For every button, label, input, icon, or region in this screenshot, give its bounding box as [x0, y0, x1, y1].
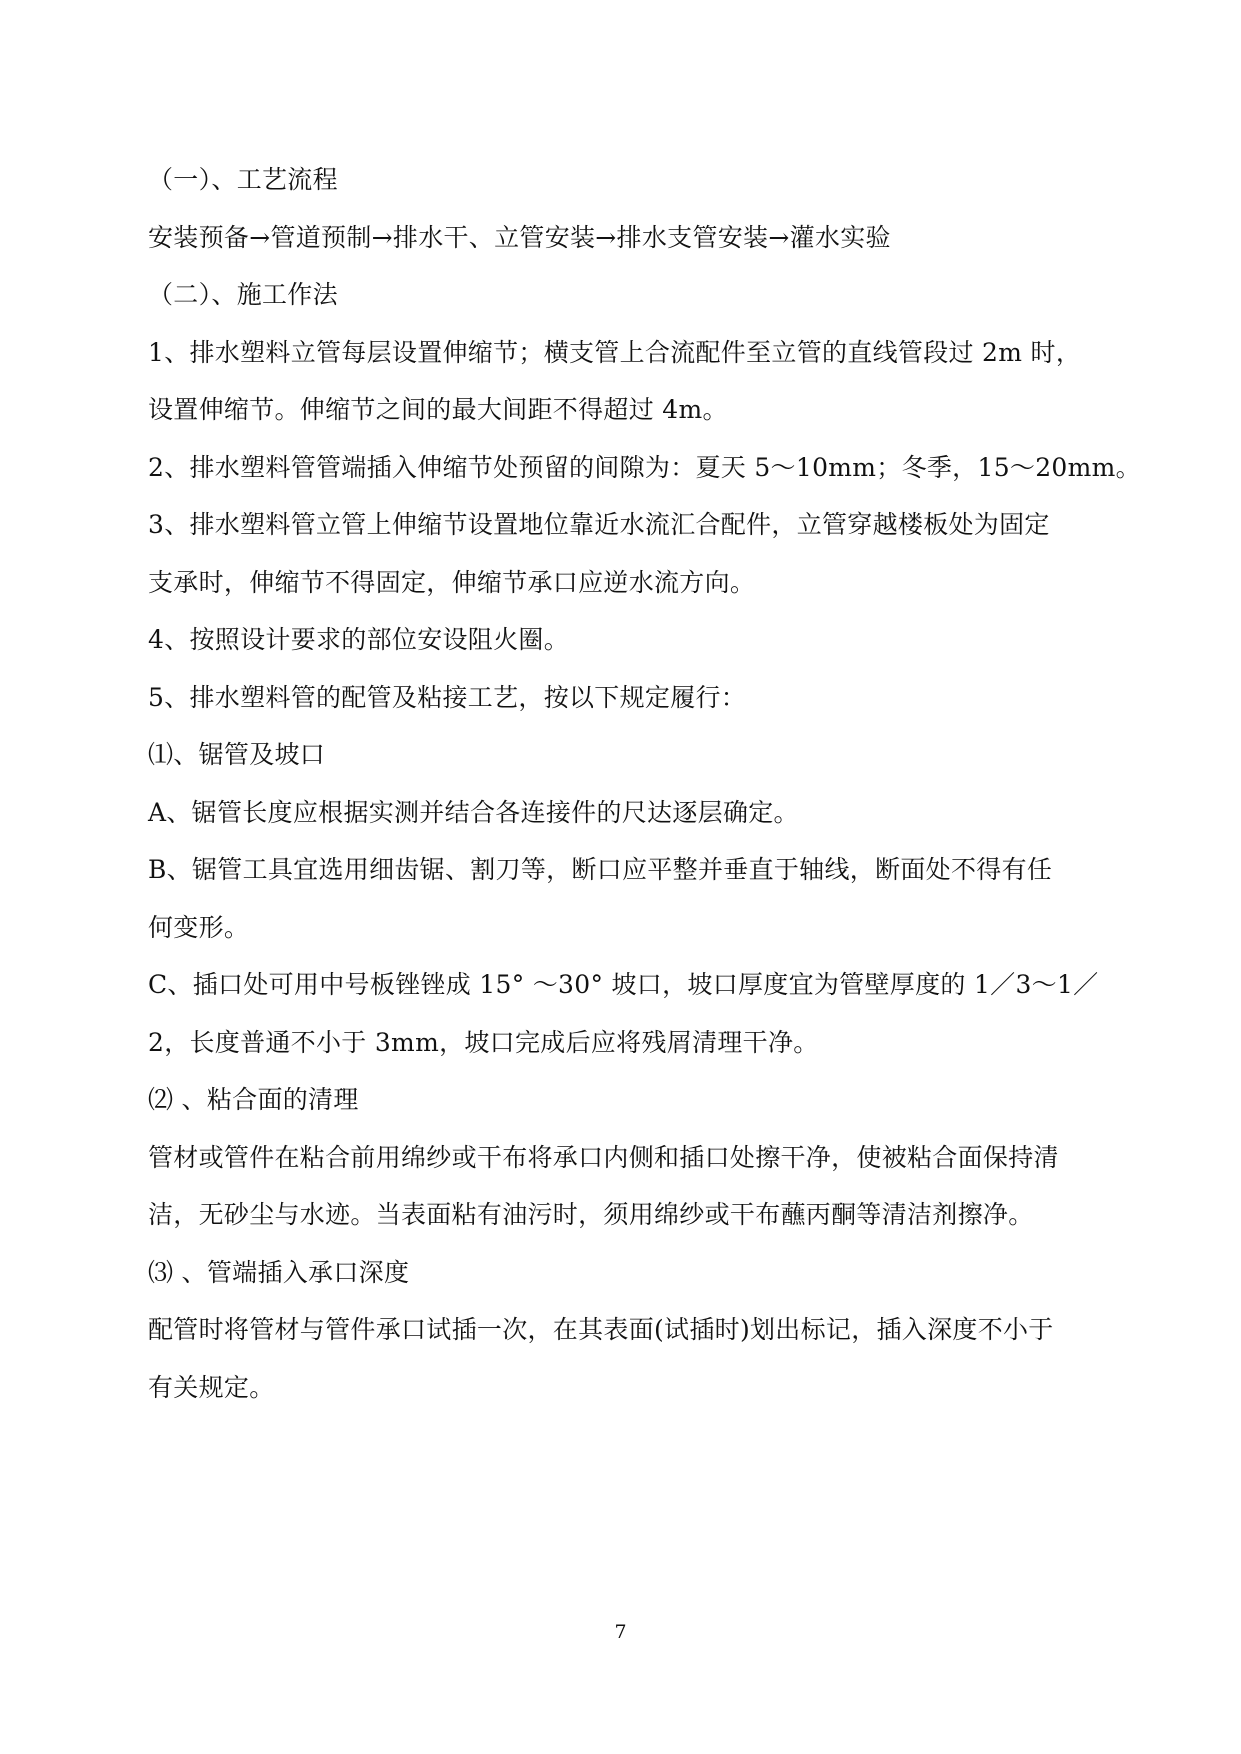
page-number: 7 — [614, 1621, 627, 1643]
paragraph-line: B、锯管工具宜选用细齿锯、割刀等，断口应平整并垂直于轴线，断面处不得有任 — [148, 855, 1053, 884]
paragraph-line: 管材或管件在粘合前用绵纱或干布将承口内侧和插口处擦干净，使被粘合面保持清 — [148, 1143, 1059, 1172]
paragraph-line: 1、排水塑料立管每层设置伸缩节；横支管上合流配件至立管的直线管段过 2m 时， — [148, 338, 1082, 367]
paragraph-line: 2、排水塑料管管端插入伸缩节处预留的间隙为：夏天 5～10mm；冬季，15～20mm。 — [148, 453, 1141, 482]
heading-process-flow: （一）、工艺流程 — [148, 165, 338, 194]
paragraph-line: 洁，无砂尘与水迹。当表面粘有油污时，须用绵纱或干布蘸丙酮等清洁剂擦净。 — [148, 1200, 1034, 1229]
heading-construction-method: （二）、施工作法 — [148, 280, 338, 309]
paragraph-line: 4、按照设计要求的部位安设阻火圈。 — [148, 625, 570, 654]
subheading-sawing: ⑴、锯管及坡口 — [148, 740, 326, 769]
paragraph-line: C、插口处可用中号板锉锉成 15° ～30° 坡口，坡口厚度宜为管壁厚度的 1／3～1／ — [148, 970, 1099, 999]
paragraph-line: 3、排水塑料管立管上伸缩节设置地位靠近水流汇合配件，立管穿越楼板处为固定 — [148, 510, 1050, 539]
paragraph-line: 支承时，伸缩节不得固定，伸缩节承口应逆水流方向。 — [148, 568, 756, 597]
paragraph-line: A、锯管长度应根据实测并结合各连接件的尺达逐层确定。 — [148, 798, 799, 827]
paragraph-line: 配管时将管材与管件承口试插一次，在其表面(试插时)划出标记，插入深度不小于 — [148, 1315, 1054, 1344]
paragraph-line: 5、排水塑料管的配管及粘接工艺，按以下规定履行： — [148, 683, 747, 712]
paragraph-line: 何变形。 — [148, 913, 250, 942]
subheading-cleaning: ⑵ 、粘合面的清理 — [148, 1085, 359, 1114]
paragraph-line: 2，长度普通不小于 3mm，坡口完成后应将残屑清理干净。 — [148, 1028, 819, 1057]
paragraph-line: 设置伸缩节。伸缩节之间的最大间距不得超过 4m。 — [148, 395, 728, 424]
paragraph-line: 有关规定。 — [148, 1373, 275, 1402]
subheading-insertion-depth: ⑶ 、管端插入承口深度 — [148, 1258, 410, 1287]
process-flow-text: 安装预备→管道预制→排水干、立管安装→排水支管安装→灌水实验 — [148, 223, 891, 252]
